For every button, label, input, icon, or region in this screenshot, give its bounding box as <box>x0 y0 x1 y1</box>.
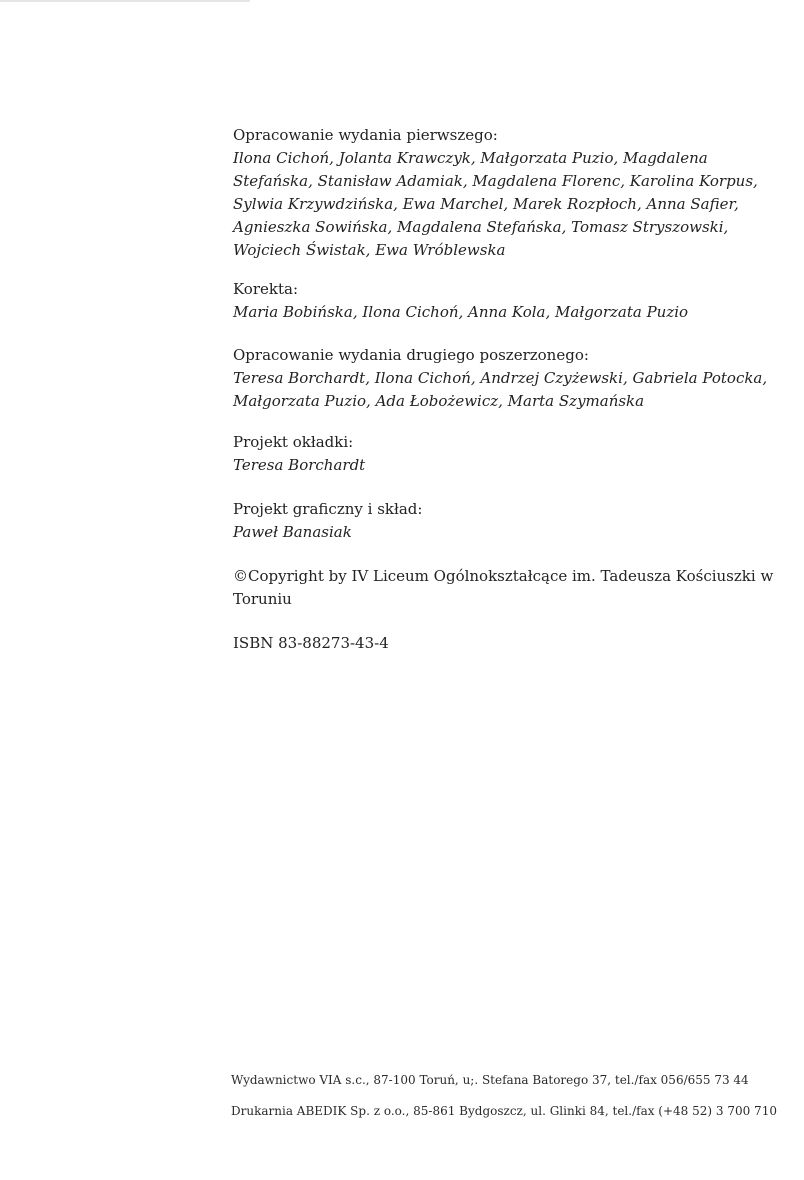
credit-label: Korekta: <box>233 280 298 298</box>
credit-names: Teresa Borchardt, Ilona Cichoń, Andrzej Czyżewski, Gabriela Potocka, Małgorzata Puzio, Ada Łobożewicz, Marta Szymańska <box>233 369 768 410</box>
printer-imprint: Drukarnia ABEDIK Sp. z o.o., 85-861 Bydgoszcz, ul. Glinki 84, tel./fax (+48 52) 3 700 710 <box>231 1104 777 1118</box>
publisher-imprint: Wydawnictwo VIA s.c., 87-100 Toruń, u;. Stefana Batorego 37, tel./fax 056/655 73 44 <box>231 1073 749 1087</box>
credit-names: Teresa Borchardt <box>233 456 366 474</box>
credit-label: Opracowanie wydania drugiego poszerzonego: <box>233 346 589 364</box>
isbn-text: ISBN 83-88273-43-4 <box>233 634 389 652</box>
credit-label: Projekt okładki: <box>233 433 354 451</box>
credit-label: Opracowanie wydania pierwszego: <box>233 126 498 144</box>
isbn <box>233 632 778 655</box>
copyright-notice <box>233 565 778 611</box>
credit-names: Ilona Cichoń, Jolanta Krawczyk, Małgorzata Puzio, Magdalena Stefańska, Stanisław Adamiak, Magdalena Florenc, Karolina Korpus, Sylwia Krzywdzińska, Ewa Marchel, Marek Rozpłoch, Anna Safier, Agnieszka Sowińska, Magdalena Stefańska, Tomasz Stryszowski, Wojciech Świstak, Ewa Wróblewska <box>233 149 758 259</box>
credit-proofreading <box>233 278 778 324</box>
credit-second-edition <box>233 344 778 413</box>
top-edge-rule <box>0 0 250 2</box>
credit-names: Paweł Banasiak <box>233 523 352 541</box>
copyright-text: ©Copyright by IV Liceum Ogólnokształcące im. Tadeusza Kościuszki w Toruniu <box>233 567 774 608</box>
credit-names: Maria Bobińska, Ilona Cichoń, Anna Kola, Małgorzata Puzio <box>233 303 689 321</box>
credit-cover-design <box>233 431 778 477</box>
credit-graphic-design <box>233 498 778 544</box>
credit-label: Projekt graficzny i skład: <box>233 500 423 518</box>
credit-first-edition <box>233 124 778 262</box>
